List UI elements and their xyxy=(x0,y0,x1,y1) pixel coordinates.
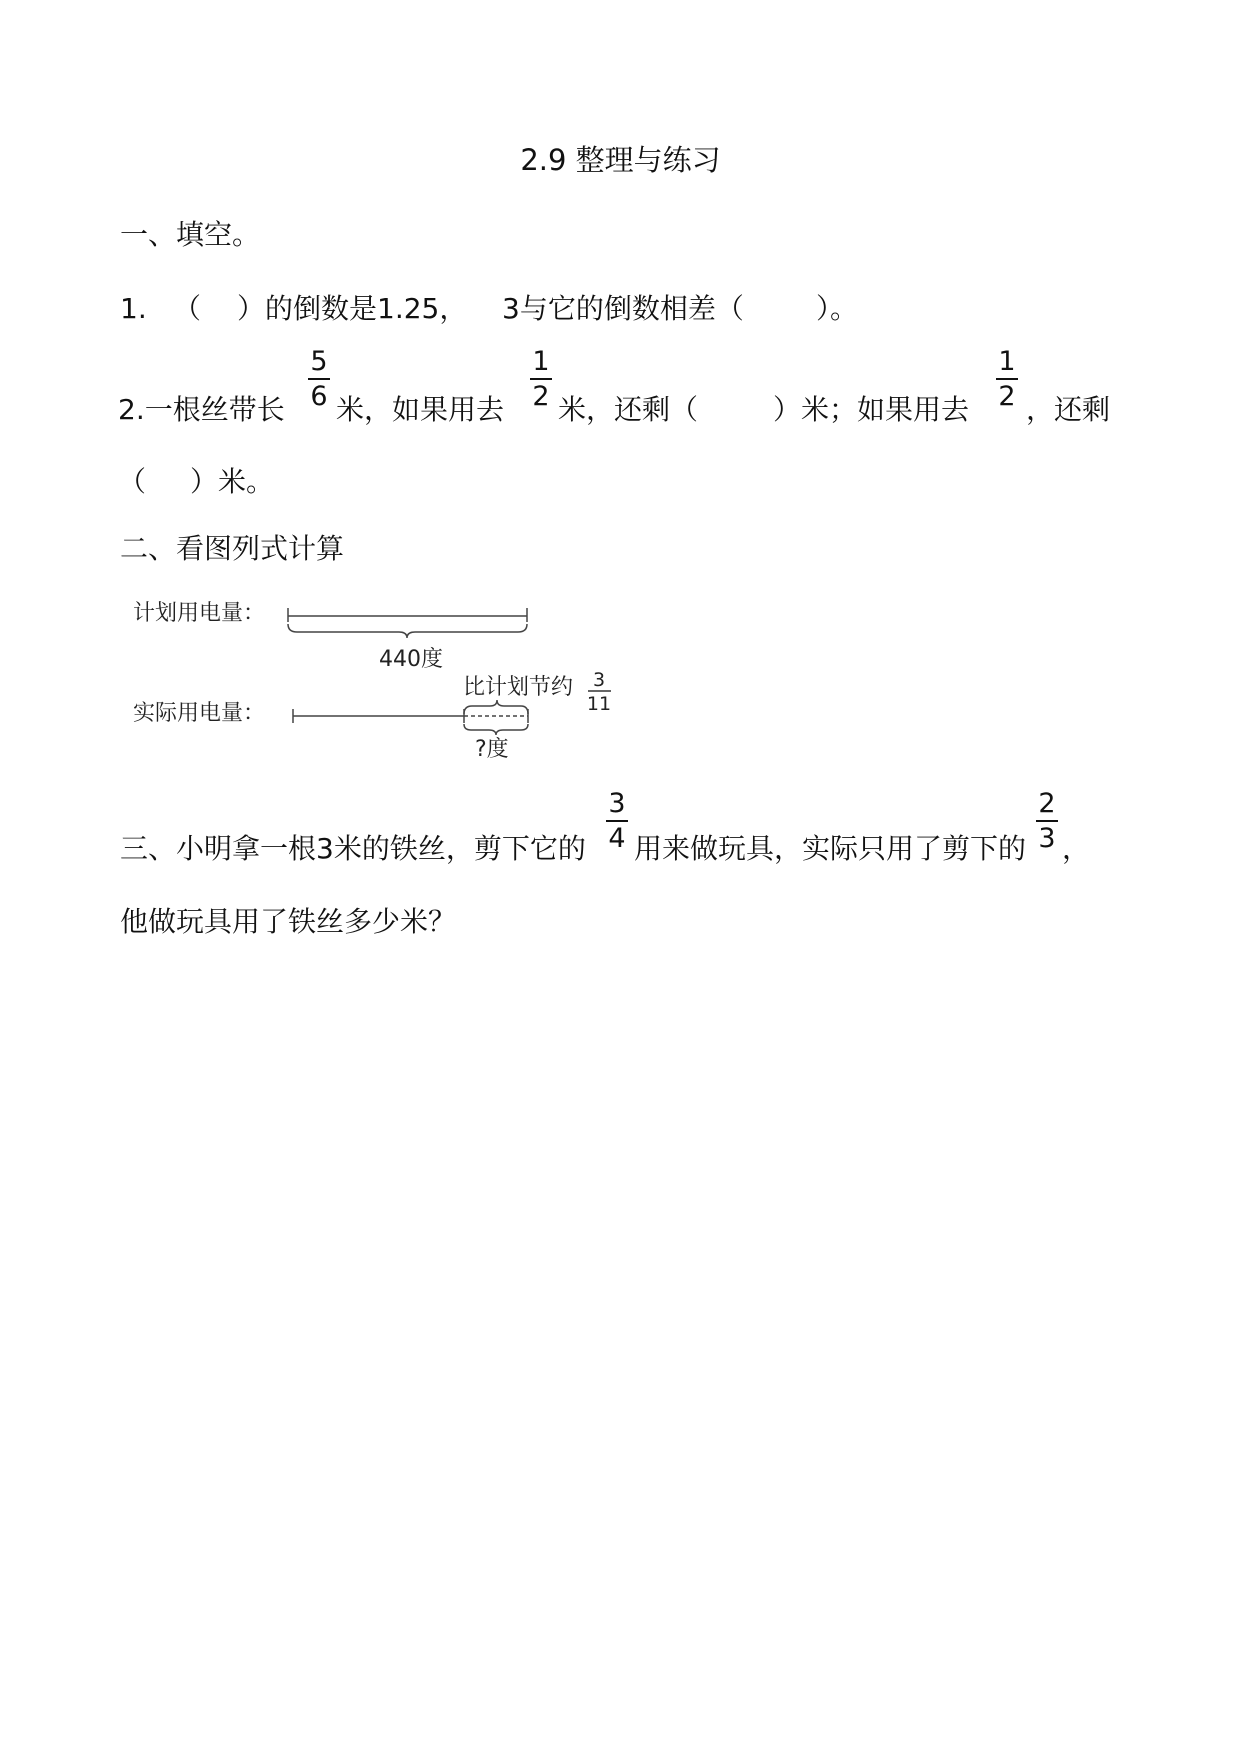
fraction-bar xyxy=(530,378,552,380)
question2-text-4: ，还剩 xyxy=(1026,393,1111,426)
actual-label: 实际用电量： xyxy=(133,701,266,726)
fraction-denominator: 2 xyxy=(998,381,1016,412)
saved-label: 比计划节约 xyxy=(463,675,574,700)
question1-number: 1. xyxy=(120,292,147,325)
question1-blank-open: （ xyxy=(173,292,202,325)
question1-text-a: ）的倒数是1.25， xyxy=(237,292,468,325)
saved-fraction-numerator: 3 xyxy=(592,669,606,691)
fraction-bar xyxy=(308,378,330,380)
question1-text-b: 3与它的倒数相差（ xyxy=(502,292,744,325)
section1-heading: 一、填空。 xyxy=(120,218,261,251)
question2-text-2: 米，还剩（ xyxy=(558,393,699,426)
question2-prefix: 2.一根丝带长 xyxy=(118,393,285,426)
question2-text-1: 米，如果用去 xyxy=(336,393,505,426)
planned-value: 440度 xyxy=(379,647,443,672)
unknown-brace xyxy=(464,724,528,735)
fraction-denominator: 2 xyxy=(532,381,550,412)
fraction-numerator: 1 xyxy=(532,346,550,377)
fraction-two-thirds xyxy=(1036,790,1058,853)
section3-question: 他做玩具用了铁丝多少米？ xyxy=(120,905,457,938)
planned-label: 计划用电量： xyxy=(133,601,266,626)
line-segment-diagram xyxy=(125,596,645,766)
fraction-bar xyxy=(606,820,628,822)
question1-blank-close: ）。 xyxy=(816,292,859,325)
section3-text-3: ， xyxy=(1062,832,1091,865)
diagram-svg xyxy=(125,596,645,766)
fraction-denominator: 3 xyxy=(1038,823,1056,854)
planned-brace xyxy=(288,624,527,638)
section3-text-2: 用来做玩具，实际只用了剪下的 xyxy=(634,832,1027,865)
fraction-one-half xyxy=(530,348,552,411)
fraction-denominator: 6 xyxy=(310,381,328,412)
fraction-numerator: 3 xyxy=(608,788,626,819)
page-title: 2.9 整理与练习 xyxy=(520,143,721,177)
fraction-five-sixths xyxy=(308,348,330,411)
saved-brace xyxy=(464,700,528,714)
saved-fraction-denominator: 11 xyxy=(586,693,612,715)
fraction-numerator: 1 xyxy=(998,346,1016,377)
fraction-one-half xyxy=(996,348,1018,411)
fraction-denominator: 4 xyxy=(608,823,626,854)
section2-heading: 二、看图列式计算 xyxy=(120,532,345,565)
fraction-bar xyxy=(1036,820,1058,822)
question2-blank-open: （ xyxy=(118,465,147,498)
fraction-numerator: 2 xyxy=(1038,788,1056,819)
fraction-three-quarters xyxy=(606,790,628,853)
fraction-numerator: 5 xyxy=(310,346,328,377)
section3-text-1: 三、小明拿一根3米的铁丝，剪下它的 xyxy=(120,832,586,865)
question2-blank-close: ）米。 xyxy=(190,465,275,498)
unknown-value: ?度 xyxy=(475,737,509,762)
fraction-bar xyxy=(996,378,1018,380)
question2-text-3: ）米；如果用去 xyxy=(773,393,970,426)
